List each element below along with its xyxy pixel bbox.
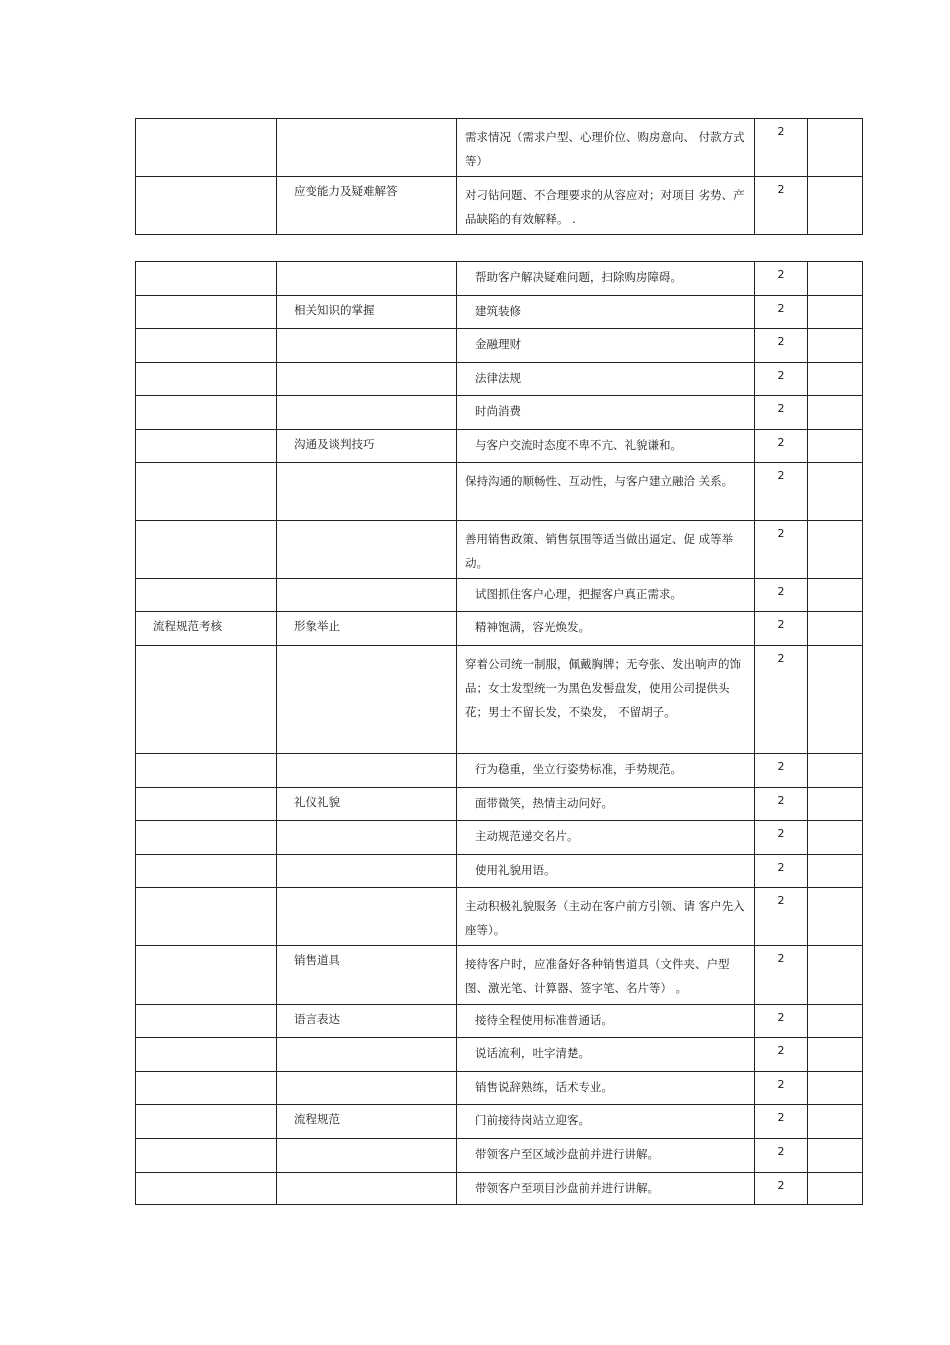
category-cell: [136, 521, 277, 579]
description-cell: 法律法规: [457, 363, 755, 396]
score-cell: 2: [755, 430, 808, 463]
description-cell: 行为稳重，坐立行姿势标准，手势规范。: [457, 754, 755, 788]
category-cell: [136, 262, 277, 296]
score-cell: 2: [755, 1005, 808, 1038]
category-cell: [136, 296, 277, 329]
description-cell: 帮助客户解决疑难问题，扫除购房障碍。: [457, 262, 755, 296]
score-cell: 2: [755, 396, 808, 430]
category-cell: [136, 177, 277, 235]
item-cell: [277, 329, 457, 363]
score-cell: 2: [755, 1072, 808, 1105]
note-cell: [808, 1139, 863, 1173]
score-cell: 2: [755, 521, 808, 579]
category-cell: [136, 821, 277, 855]
item-cell: [277, 1173, 457, 1205]
table-row: [136, 430, 863, 463]
category-cell: [136, 463, 277, 521]
category-cell: [136, 754, 277, 788]
table-row: [136, 177, 863, 235]
description-cell: 金融理财: [457, 329, 755, 363]
note-cell: [808, 946, 863, 1005]
item-cell: [277, 521, 457, 579]
note-cell: [808, 1173, 863, 1205]
note-cell: [808, 579, 863, 612]
item-cell: 礼仪礼貌: [277, 788, 457, 821]
category-cell: [136, 119, 277, 177]
description-cell: 精神饱满，容光焕发。: [457, 612, 755, 646]
category-cell: [136, 646, 277, 754]
item-cell: [277, 1072, 457, 1105]
score-cell: 2: [755, 296, 808, 329]
note-cell: [808, 177, 863, 235]
table-row: [136, 1038, 863, 1072]
table-row: [136, 1173, 863, 1205]
evaluation-table-part-1: [135, 118, 863, 235]
category-cell: [136, 1173, 277, 1205]
note-cell: [808, 463, 863, 521]
item-cell: [277, 1139, 457, 1173]
item-cell: 形象举止: [277, 612, 457, 646]
description-cell: 主动积极礼貌服务（主动在客户前方引领、请 客户先入座等）。: [457, 888, 755, 946]
category-cell: [136, 855, 277, 888]
note-cell: [808, 262, 863, 296]
category-cell: [136, 329, 277, 363]
score-cell: 2: [755, 946, 808, 1005]
table1-body: [136, 119, 863, 235]
description-cell: 销售说辞熟练，话术专业。: [457, 1072, 755, 1105]
note-cell: [808, 430, 863, 463]
score-cell: 2: [755, 1038, 808, 1072]
item-cell: [277, 1038, 457, 1072]
table-row: [136, 1005, 863, 1038]
score-cell: 2: [755, 363, 808, 396]
description-cell: 带领客户至区域沙盘前并进行讲解。: [457, 1139, 755, 1173]
category-cell: [136, 1139, 277, 1173]
category-cell: [136, 1072, 277, 1105]
description-cell: 接待客户时，应准备好各种销售道具（文件夹、户型图、激光笔、计算器、签字笔、名片等） 。: [457, 946, 755, 1005]
table-row: [136, 521, 863, 579]
table-row: [136, 821, 863, 855]
note-cell: [808, 788, 863, 821]
table2-body: [136, 262, 863, 1205]
table-row: [136, 296, 863, 329]
note-cell: [808, 396, 863, 430]
item-cell: [277, 888, 457, 946]
score-cell: 2: [755, 262, 808, 296]
table-row: [136, 579, 863, 612]
score-cell: 2: [755, 177, 808, 235]
description-cell: 穿着公司统一制服，佩戴胸牌；无夸张、发出响声的饰品；女士发型统一为黑色发髻盘发，使用公司提供头花；男士不留长发，不染发， 不留胡子。: [457, 646, 755, 754]
category-cell: [136, 396, 277, 430]
score-cell: 2: [755, 821, 808, 855]
item-cell: [277, 579, 457, 612]
item-cell: 应变能力及疑难解答: [277, 177, 457, 235]
category-cell: [136, 363, 277, 396]
description-cell: 对刁钻问题、不合理要求的从容应对；对项目 劣势、产品缺陷的有效解释。 .: [457, 177, 755, 235]
note-cell: [808, 1105, 863, 1139]
table-row: [136, 888, 863, 946]
description-cell: 与客户交流时态度不卑不亢、礼貌谦和。: [457, 430, 755, 463]
category-cell: [136, 946, 277, 1005]
description-cell: 说话流利，吐字清楚。: [457, 1038, 755, 1072]
score-cell: 2: [755, 119, 808, 177]
score-cell: 2: [755, 579, 808, 612]
note-cell: [808, 855, 863, 888]
description-cell: 时尚消费: [457, 396, 755, 430]
evaluation-table-part-2: [135, 261, 863, 1205]
table-row: [136, 396, 863, 430]
table-row: [136, 855, 863, 888]
item-cell: 相关知识的掌握: [277, 296, 457, 329]
item-cell: [277, 821, 457, 855]
item-cell: 沟通及谈判技巧: [277, 430, 457, 463]
category-cell: 流程规范考核: [136, 612, 277, 646]
score-cell: 2: [755, 788, 808, 821]
description-cell: 主动规范递交名片。: [457, 821, 755, 855]
table-row: [136, 262, 863, 296]
table-row: [136, 754, 863, 788]
note-cell: [808, 646, 863, 754]
item-cell: 流程规范: [277, 1105, 457, 1139]
table-row: [136, 363, 863, 396]
item-cell: [277, 396, 457, 430]
note-cell: [808, 888, 863, 946]
item-cell: [277, 463, 457, 521]
description-cell: 试图抓住客户心理，把握客户真正需求。: [457, 579, 755, 612]
description-cell: 带领客户至项目沙盘前并进行讲解。: [457, 1173, 755, 1205]
table-row: [136, 1072, 863, 1105]
description-cell: 使用礼貌用语。: [457, 855, 755, 888]
description-cell: 建筑装修: [457, 296, 755, 329]
score-cell: 2: [755, 1173, 808, 1205]
category-cell: [136, 1005, 277, 1038]
table-row: [136, 329, 863, 363]
table-row: [136, 463, 863, 521]
item-cell: [277, 754, 457, 788]
score-cell: 2: [755, 1105, 808, 1139]
note-cell: [808, 1005, 863, 1038]
score-cell: 2: [755, 463, 808, 521]
note-cell: [808, 521, 863, 579]
note-cell: [808, 1038, 863, 1072]
note-cell: [808, 1072, 863, 1105]
table-row: [136, 646, 863, 754]
score-cell: 2: [755, 329, 808, 363]
item-cell: [277, 262, 457, 296]
table-row: [136, 119, 863, 177]
description-cell: 接待全程使用标准普通话。: [457, 1005, 755, 1038]
table-row: [136, 1105, 863, 1139]
description-cell: 保持沟通的顺畅性、互动性，与客户建立融洽 关系。: [457, 463, 755, 521]
category-cell: [136, 888, 277, 946]
item-cell: [277, 646, 457, 754]
note-cell: [808, 296, 863, 329]
note-cell: [808, 329, 863, 363]
item-cell: [277, 855, 457, 888]
item-cell: 语言表达: [277, 1005, 457, 1038]
table-row: [136, 1139, 863, 1173]
item-cell: [277, 119, 457, 177]
description-cell: 面带微笑，热情主动问好。: [457, 788, 755, 821]
description-cell: 门前接待岗站立迎客。: [457, 1105, 755, 1139]
description-cell: 需求情况（需求户型、心理价位、购房意向、 付款方式等）: [457, 119, 755, 177]
score-cell: 2: [755, 1139, 808, 1173]
category-cell: [136, 788, 277, 821]
category-cell: [136, 1038, 277, 1072]
category-cell: [136, 1105, 277, 1139]
table-row: [136, 788, 863, 821]
score-cell: 2: [755, 646, 808, 754]
table-row: [136, 946, 863, 1005]
item-cell: [277, 363, 457, 396]
note-cell: [808, 363, 863, 396]
note-cell: [808, 612, 863, 646]
note-cell: [808, 754, 863, 788]
score-cell: 2: [755, 855, 808, 888]
table-row: [136, 612, 863, 646]
category-cell: [136, 579, 277, 612]
item-cell: 销售道具: [277, 946, 457, 1005]
score-cell: 2: [755, 754, 808, 788]
category-cell: [136, 430, 277, 463]
note-cell: [808, 821, 863, 855]
note-cell: [808, 119, 863, 177]
score-cell: 2: [755, 612, 808, 646]
score-cell: 2: [755, 888, 808, 946]
description-cell: 善用销售政策、销售氛围等适当做出逼定、促 成等举动。: [457, 521, 755, 579]
